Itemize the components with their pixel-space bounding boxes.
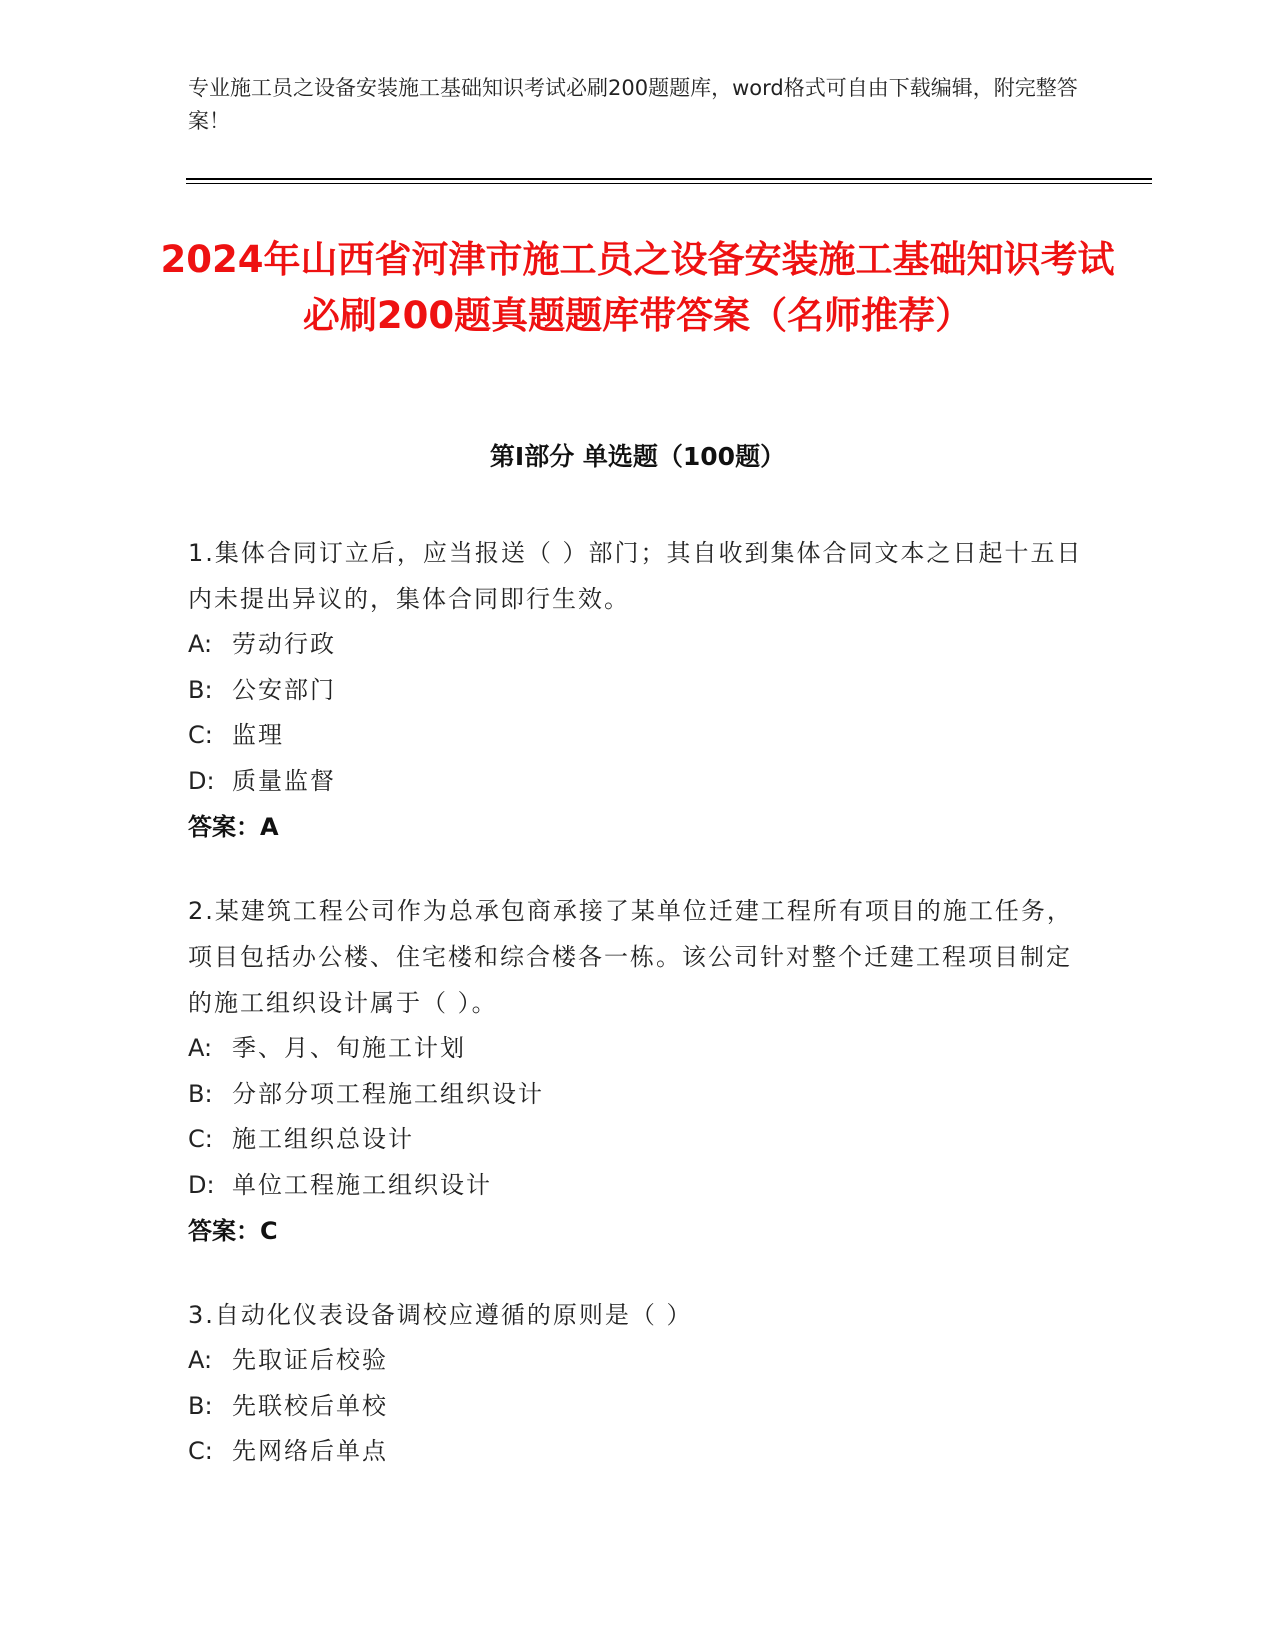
option-letter: C: [188, 721, 213, 749]
answer-line: 答案：A [188, 813, 279, 841]
option-letter: C: [188, 1125, 213, 1153]
document-title: 2024年山西省河津市施工员之设备安装施工基础知识考试必刷200题真题题库带答案（名师推荐） [160, 238, 1115, 337]
section-title: 第Ⅰ部分 单选题（100题） [489, 442, 786, 471]
option-letter: B: [188, 675, 213, 704]
option-b [188, 668, 1088, 714]
option-letter: A: [188, 1034, 213, 1062]
question-text: 3.自动化仪表设备调校应遵循的原则是（ ） [188, 1301, 693, 1329]
option-text: 分部分项工程施工组织设计 [232, 1079, 544, 1108]
option-text: 先联校后单校 [232, 1391, 388, 1420]
option-d [188, 759, 1088, 805]
question-text: 2.某建筑工程公司作为总承包商承接了某单位迁建工程所有项目的施工任务，项目包括办公楼、住宅楼和综合楼各一栋。该公司针对整个迁建工程项目制定的施工组织设计属于（ ）。 [188, 897, 1073, 1017]
option-text: 公安部门 [232, 675, 336, 704]
option-letter: D: [188, 766, 215, 795]
option-a [188, 622, 1088, 668]
header-divider-thick [186, 178, 1152, 180]
header-note: 专业施工员之设备安装施工基础知识考试必刷200题题库，word格式可自由下载编辑，附完整答案！ [188, 76, 1078, 133]
option-text: 质量监督 [232, 766, 336, 795]
answer-line: 答案：C [188, 1217, 278, 1245]
question-3 [188, 1292, 1088, 1475]
option-text: 季、月、旬施工计划 [232, 1034, 466, 1062]
option-b [188, 1072, 1088, 1118]
option-text: 先网络后单点 [232, 1437, 388, 1465]
option-text: 施工组织总设计 [232, 1125, 414, 1153]
option-c [188, 1429, 1088, 1475]
option-text: 监理 [232, 721, 284, 749]
option-b [188, 1384, 1088, 1430]
option-c [188, 1117, 1088, 1163]
option-text: 单位工程施工组织设计 [232, 1170, 492, 1199]
option-d [188, 1163, 1088, 1209]
question-2 [188, 888, 1088, 1254]
option-letter: A: [188, 1346, 213, 1374]
option-text: 劳动行政 [232, 630, 336, 658]
option-letter: A: [188, 630, 213, 658]
option-letter: D: [188, 1170, 215, 1199]
header-divider-thin [186, 183, 1152, 184]
option-a [188, 1026, 1088, 1072]
option-a [188, 1338, 1088, 1384]
option-letter: B: [188, 1079, 213, 1108]
option-letter: C: [188, 1437, 213, 1465]
option-text: 先取证后校验 [232, 1346, 388, 1374]
option-c [188, 713, 1088, 759]
question-list [188, 530, 1088, 1513]
question-text: 1.集体合同订立后，应当报送（ ）部门；其自收到集体合同文本之日起十五日内未提出异议的，集体合同即行生效。 [188, 539, 1083, 613]
question-1 [188, 530, 1088, 850]
option-letter: B: [188, 1391, 213, 1420]
